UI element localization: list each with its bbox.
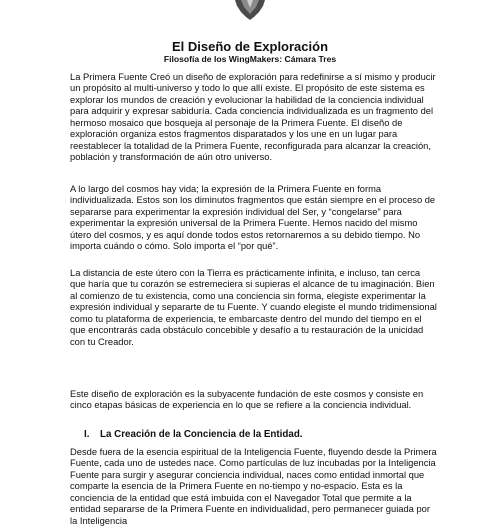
wingmakers-emblem-icon	[229, 0, 271, 20]
document-title: El Diseño de Exploración	[171, 39, 329, 54]
paragraph-4: Este diseño de exploración es la subyacente fundación de este cosmos y consiste en cinco etapas básicas de experiencia en lo que se refiere a la conciencia individual.	[70, 389, 424, 411]
paragraph-2: A lo largo del cosmos hay vida; la expresión de la Primera Fuente en forma individualizada. Estos son los diminutos fragmentos que están siempre en el proceso de separarse para experimentar la expresión individual del Ser, y “congelarse” para experimentar la expresión universal de la Primera Fuente. Hemos nacido del mismo útero del cosmos, y es aquí donde todos estos retornaremos a su debido tiempo. No importa cuándo o cómo. Solo importa el “por qué”.	[70, 184, 436, 252]
section-heading	[84, 429, 303, 441]
document-subtitle: Filosofía de los WingMakers: Cámara Tres	[163, 54, 337, 64]
paragraph-5: Desde fuera de la esencia espiritual de la Inteligencia Fuente, fluyendo desde la Primera Fuente, cada uno de ustedes nace. Como partículas de luz incubadas por la Inteligencia Fuente para surgir y asegurar conciencia individual, naces como entidad inmortal que comparte la esencia de la Primera Fuente en no-tiempo y no-espacio. Esta es la conciencia de la entidad que está imbuida con el Navegador Total que permite a la entidad separarse de la Primera Fuente en individualidad, pero permanecer guiada por la Inteligencia	[70, 447, 437, 526]
paragraph-3: La distancia de este útero con la Tierra es prácticamente infinita, e incluso, tan cerca que haría que tu corazón se estremeciera si supieras el alcance de tu imaginación. Bien al comienzo de tu existencia, como una conciencia sin forma, elegiste experimentar la expresión individual y separarte de tu Fuente. Y cuando elegiste el mundo tridimensional como tu plataforma de experiencia, te embarcaste dentro del mundo del tiempo en el que encontrarás cada obstáculo concebible y desafío a tu restauración de la unicidad con tu Creador.	[70, 268, 437, 347]
paragraph-1: La Primera Fuente Creó un diseño de exploración para redefinirse a sí mismo y producir un propósito al multi-universo y todo lo que allí existe. El propósito de este sistema es explorar los mundos de creación y evolucionar la habilidad de la conciencia individual para adquirir y expresar sabiduría. Cada conciencia individualizada es un fragmento del hermoso mosaico que bosqueja al personaje de la Primera Fuente. El diseño de exploración organiza estos fragmentos disparatados y los une en un lugar para reestablecer la totalidad de la Primera Fuente, reconfigurada para alcanzar la creación, población y transformación de aún otro universo.	[70, 72, 436, 163]
section-number: I.	[84, 429, 90, 440]
section-title: La Creación de la Conciencia de la Entidad.	[100, 429, 303, 440]
